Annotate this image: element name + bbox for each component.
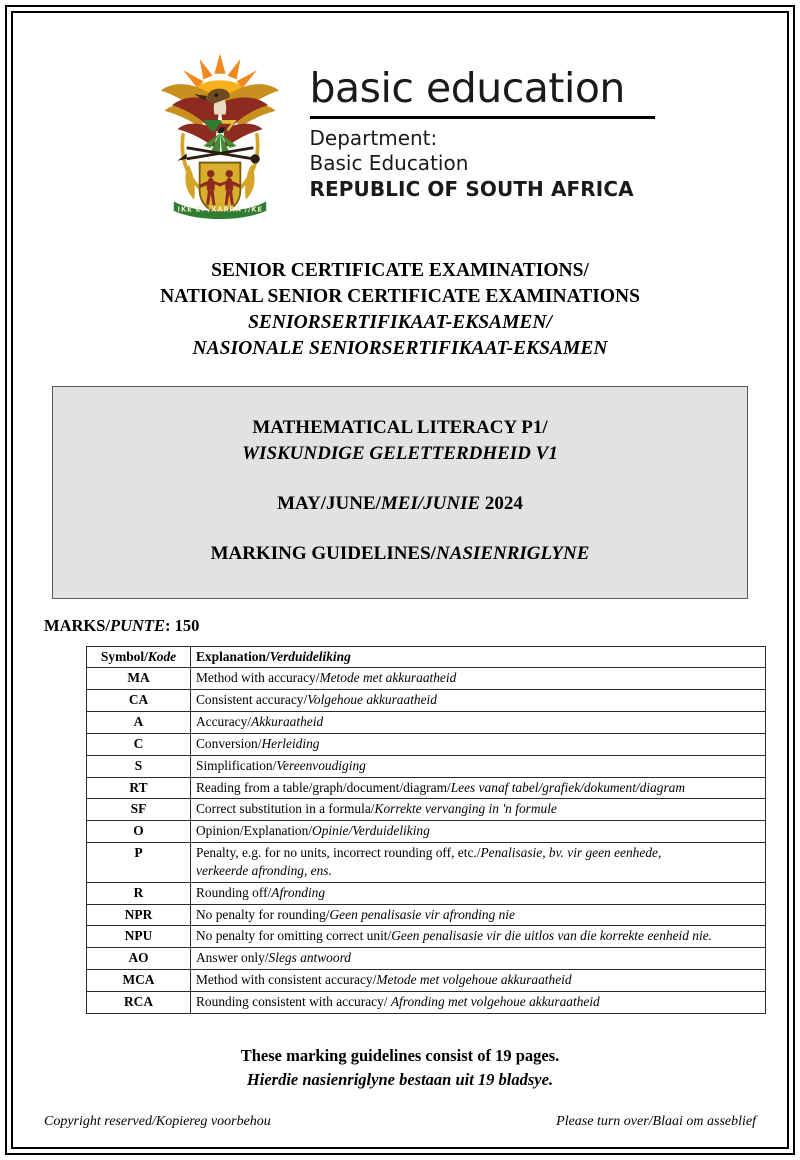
marks-colon: : [165, 615, 175, 635]
logo-divider [310, 116, 655, 119]
table-header-row [87, 646, 766, 668]
column-header-explanation-en: Explanation/ [196, 648, 270, 664]
table-row [87, 926, 766, 948]
explanation-af: Geen penalisasie vir die uitlos van die korrekte eenheid nie. [391, 928, 713, 944]
table-row [87, 843, 766, 883]
subject-name-en: MATHEMATICAL LITERACY P1/ [252, 416, 548, 438]
marks-line [44, 616, 782, 636]
explanation-af: Afronding [271, 884, 326, 900]
footer-copyright: Copyright reserved/Kopiereg voorbehou [44, 1114, 271, 1129]
page-footer [44, 1114, 756, 1130]
marks-value: 150 [174, 615, 200, 635]
subject-name-af: WISKUNDIGE GELETTERDHEID V1 [242, 442, 558, 464]
explanation-af: Opinie/Verduideliking [312, 823, 430, 839]
page-count-note-af: Hierdie nasienriglyne bestaan uit 19 bladsye. [246, 1069, 554, 1089]
explanation-cell [191, 799, 766, 821]
symbol-cell: R [87, 882, 191, 904]
exam-heading-line-2: NATIONAL SENIOR CERTIFICATE EXAMINATIONS [160, 285, 640, 307]
column-header-explanation [191, 646, 766, 668]
symbol-cell: CA [87, 690, 191, 712]
logo-title: basic education [309, 63, 625, 112]
exam-heading [18, 258, 782, 362]
symbol-cell: A [87, 712, 191, 734]
explanation-cell [191, 926, 766, 948]
explanation-af: Akkuraatheid [251, 714, 324, 730]
logo-country: REPUBLIC OF SOUTH AFRICA [309, 176, 634, 201]
symbol-cell: SF [87, 799, 191, 821]
table-row [87, 799, 766, 821]
symbol-cell: P [87, 843, 191, 883]
explanation-cell [191, 991, 766, 1013]
logo-department-name: Basic Education [309, 151, 469, 176]
explanation-en: Conversion/ [196, 735, 262, 751]
page-count-note-en: These marking guidelines consist of 19 pages. [240, 1045, 560, 1065]
explanation-cell [191, 948, 766, 970]
explanation-en: Method with accuracy/ [196, 670, 320, 686]
logo-wordmark [310, 64, 655, 203]
explanation-en: Opinion/Explanation/ [196, 823, 313, 839]
document-type [63, 541, 737, 567]
footer-turn-over: Please turn over/Blaai om asseblief [556, 1114, 756, 1129]
symbol-table-body [87, 668, 766, 1013]
column-header-symbol-en: Symbol/ [100, 648, 148, 664]
table-row [87, 690, 766, 712]
explanation-af-line-2: verkeerde afronding, ens. [196, 862, 332, 878]
explanation-cell [191, 690, 766, 712]
table-row [87, 821, 766, 843]
explanation-af: Afronding met volgehoue akkuraatheid [390, 993, 600, 1009]
explanation-af: Herleiding [261, 735, 320, 751]
page-count-note [18, 1044, 782, 1092]
symbol-cell: MCA [87, 969, 191, 991]
table-row [87, 777, 766, 799]
explanation-en: Answer only/ [196, 950, 269, 966]
symbol-cell: AO [87, 948, 191, 970]
marks-label-en: MARKS/ [44, 615, 110, 635]
explanation-cell [191, 755, 766, 777]
table-row [87, 882, 766, 904]
symbol-explanation-table [86, 646, 766, 1014]
table-row [87, 668, 766, 690]
symbol-table-wrapper [86, 646, 748, 1014]
logo-subtext [310, 126, 655, 203]
symbol-cell: RCA [87, 991, 191, 1013]
table-row [87, 991, 766, 1013]
department-logo [18, 18, 782, 224]
table-row [87, 712, 766, 734]
marks-label-af: PUNTE [110, 615, 165, 635]
symbol-cell: MA [87, 668, 191, 690]
explanation-en: Accuracy/ [196, 714, 252, 730]
document-type-af: NASIENRIGLYNE [435, 543, 590, 565]
explanation-en: Correct substitution in a formula/ [196, 801, 375, 817]
explanation-en: Rounding off/ [196, 884, 272, 900]
subject-title-box [52, 386, 748, 599]
explanation-cell [191, 712, 766, 734]
south-african-coat-of-arms-icon [146, 42, 294, 224]
explanation-en: No penalty for rounding/ [196, 906, 330, 922]
explanation-cell [191, 882, 766, 904]
symbol-cell: O [87, 821, 191, 843]
symbol-cell: S [87, 755, 191, 777]
table-row [87, 948, 766, 970]
exam-heading-line-3: SENIORSERTIFIKAAT-EKSAMEN/ [248, 311, 552, 333]
symbol-cell: NPU [87, 926, 191, 948]
exam-session-en: MAY/JUNE/ [277, 493, 381, 515]
explanation-cell [191, 668, 766, 690]
explanation-af: Korrekte vervanging in 'n formule [374, 801, 557, 817]
explanation-cell [191, 733, 766, 755]
explanation-cell [191, 843, 766, 883]
explanation-en: Consistent accuracy/ [196, 692, 308, 708]
explanation-cell [191, 777, 766, 799]
exam-session-af: MEI/JUNIE [380, 493, 481, 515]
explanation-af: Slegs antwoord [268, 950, 351, 966]
exam-session-year: 2024 [480, 493, 523, 515]
svg-text:!KE E: /XARRA //KE: !KE E: /XARRA //KE [176, 205, 263, 214]
document-type-en: MARKING GUIDELINES/ [210, 543, 436, 565]
explanation-en: Reading from a table/graph/document/diagram/ [196, 779, 451, 795]
table-row [87, 969, 766, 991]
explanation-af: Geen penalisasie vir afronding nie [329, 906, 515, 922]
column-header-explanation-af: Verduideliking [269, 648, 351, 664]
title-box-spacer-2 [63, 517, 737, 541]
symbol-cell: NPR [87, 904, 191, 926]
explanation-af: Volgehoue akkuraatheid [307, 692, 437, 708]
column-header-symbol [87, 646, 191, 668]
logo-department-label: Department: [309, 125, 438, 150]
table-row [87, 755, 766, 777]
explanation-cell [191, 969, 766, 991]
explanation-en: No penalty for omitting correct unit/ [196, 928, 392, 944]
explanation-af: Metode met volgehoue akkuraatheid [376, 971, 572, 987]
explanation-en: Rounding consistent with accuracy/ [196, 993, 391, 1009]
symbol-cell: RT [87, 777, 191, 799]
exam-heading-line-1: SENIOR CERTIFICATE EXAMINATIONS/ [211, 260, 589, 281]
table-row [87, 733, 766, 755]
column-header-symbol-af: Kode [147, 648, 177, 664]
explanation-af: Metode met akkuraatheid [319, 670, 457, 686]
explanation-af: Penalisasie, bv. vir geen eenhede, [480, 845, 662, 861]
exam-session [63, 491, 737, 517]
table-row [87, 904, 766, 926]
explanation-cell [191, 904, 766, 926]
explanation-en: Method with consistent accuracy/ [196, 971, 377, 987]
title-box-spacer-1 [63, 467, 737, 491]
page-content [18, 18, 782, 1142]
exam-heading-line-4: NASIONALE SENIORSERTIFIKAAT-EKSAMEN [192, 337, 608, 359]
explanation-en: Penalty, e.g. for no units, incorrect rounding off, etc./ [196, 845, 481, 861]
explanation-cell [191, 821, 766, 843]
explanation-en: Simplification/ [196, 757, 277, 773]
explanation-af: Vereenvoudiging [276, 757, 366, 773]
symbol-cell: C [87, 733, 191, 755]
explanation-af: Lees vanaf tabel/grafiek/dokument/diagram [450, 779, 686, 795]
